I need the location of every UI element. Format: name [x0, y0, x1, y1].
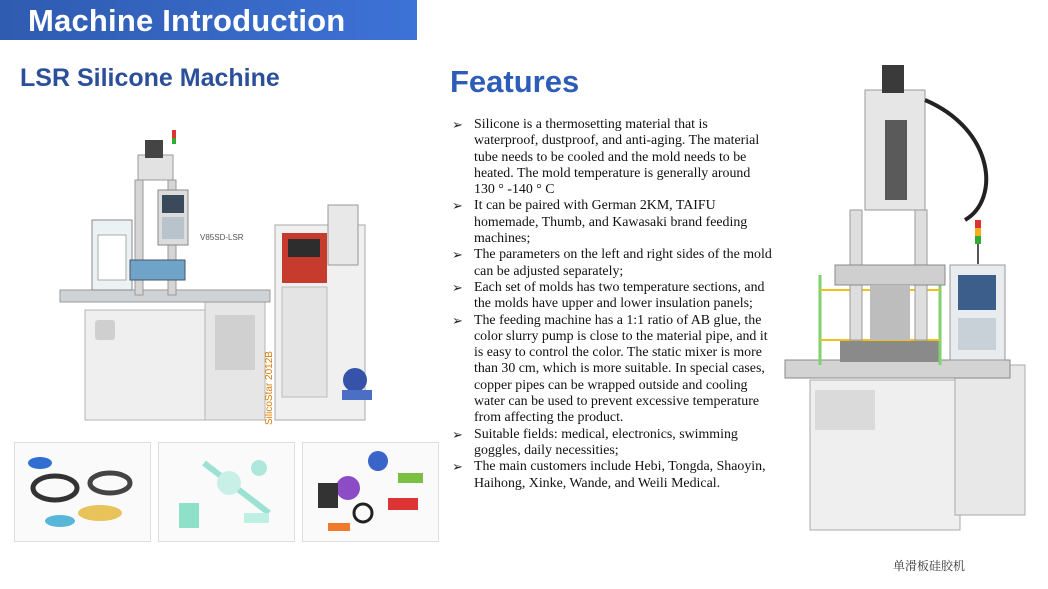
arrow-bullet-icon: ➢ [452, 198, 463, 214]
list-item: ➢ Suitable fields: medical, electronics, swimming goggles, daily necessities; [452, 426, 738, 458]
list-item: ➢ It can be paired with German 2KM, TAIFU homemade, Thumb, and Kawasaki brand feeding machines; [452, 198, 748, 247]
sample-goggles-thumbnail [14, 442, 151, 542]
sample-color-parts-thumbnail [302, 442, 439, 542]
arrow-bullet-icon: ➢ [452, 426, 463, 442]
list-item: ➢ Silicone is a thermosetting material that is waterproof, dustproof, and anti-aging. The material tube needs to be cooled and the mold needs to be heated. The mold temperature is generally around 130 ° -140 ° C [452, 117, 760, 198]
arrow-bullet-icon: ➢ [452, 279, 463, 295]
machine-caption: 单滑板硅胶机 [893, 559, 966, 573]
arrow-bullet-icon: ➢ [452, 247, 463, 263]
list-item: ➢ The parameters on the left and right sides of the mold can be adjusted separately; [452, 247, 772, 279]
arrow-bullet-icon: ➢ [452, 312, 463, 328]
banner-title: Machine Introduction [28, 3, 346, 38]
list-item: ➢ The main customers include Hebi, Tongda, Shaoyin, Haihong, Xinke, Wande, and Weili Medical. [452, 459, 766, 491]
machine-subtitle: LSR Silicone Machine [20, 64, 280, 92]
list-item: ➢ Each set of molds has two temperature sections, and the molds have upper and lower insulation panels; [452, 279, 765, 312]
slide-table-silicone-machine-image [780, 60, 1035, 560]
feeder-label: SilicoStar 2012B [264, 351, 275, 425]
lsr-machine-image [50, 125, 395, 430]
arrow-bullet-icon: ➢ [452, 459, 463, 475]
list-item: ➢ The feeding machine has a 1:1 ratio of AB glue, the color slurry pump is close to the material pipe, and it is easy to control the color. The static mixer is more than 30 cm, which is more suitable. In special cases, copper pipes can be wrapped outside and cooling water can be used to prevent excessive temperature from affecting the product. [452, 312, 768, 426]
features-heading: Features [450, 64, 580, 99]
features-list [452, 117, 772, 492]
sample-medical-parts-thumbnail [158, 442, 295, 542]
arrow-bullet-icon: ➢ [452, 117, 463, 132]
title-banner [0, 0, 417, 40]
machine-model-label: V85SD-LSR [200, 233, 244, 242]
